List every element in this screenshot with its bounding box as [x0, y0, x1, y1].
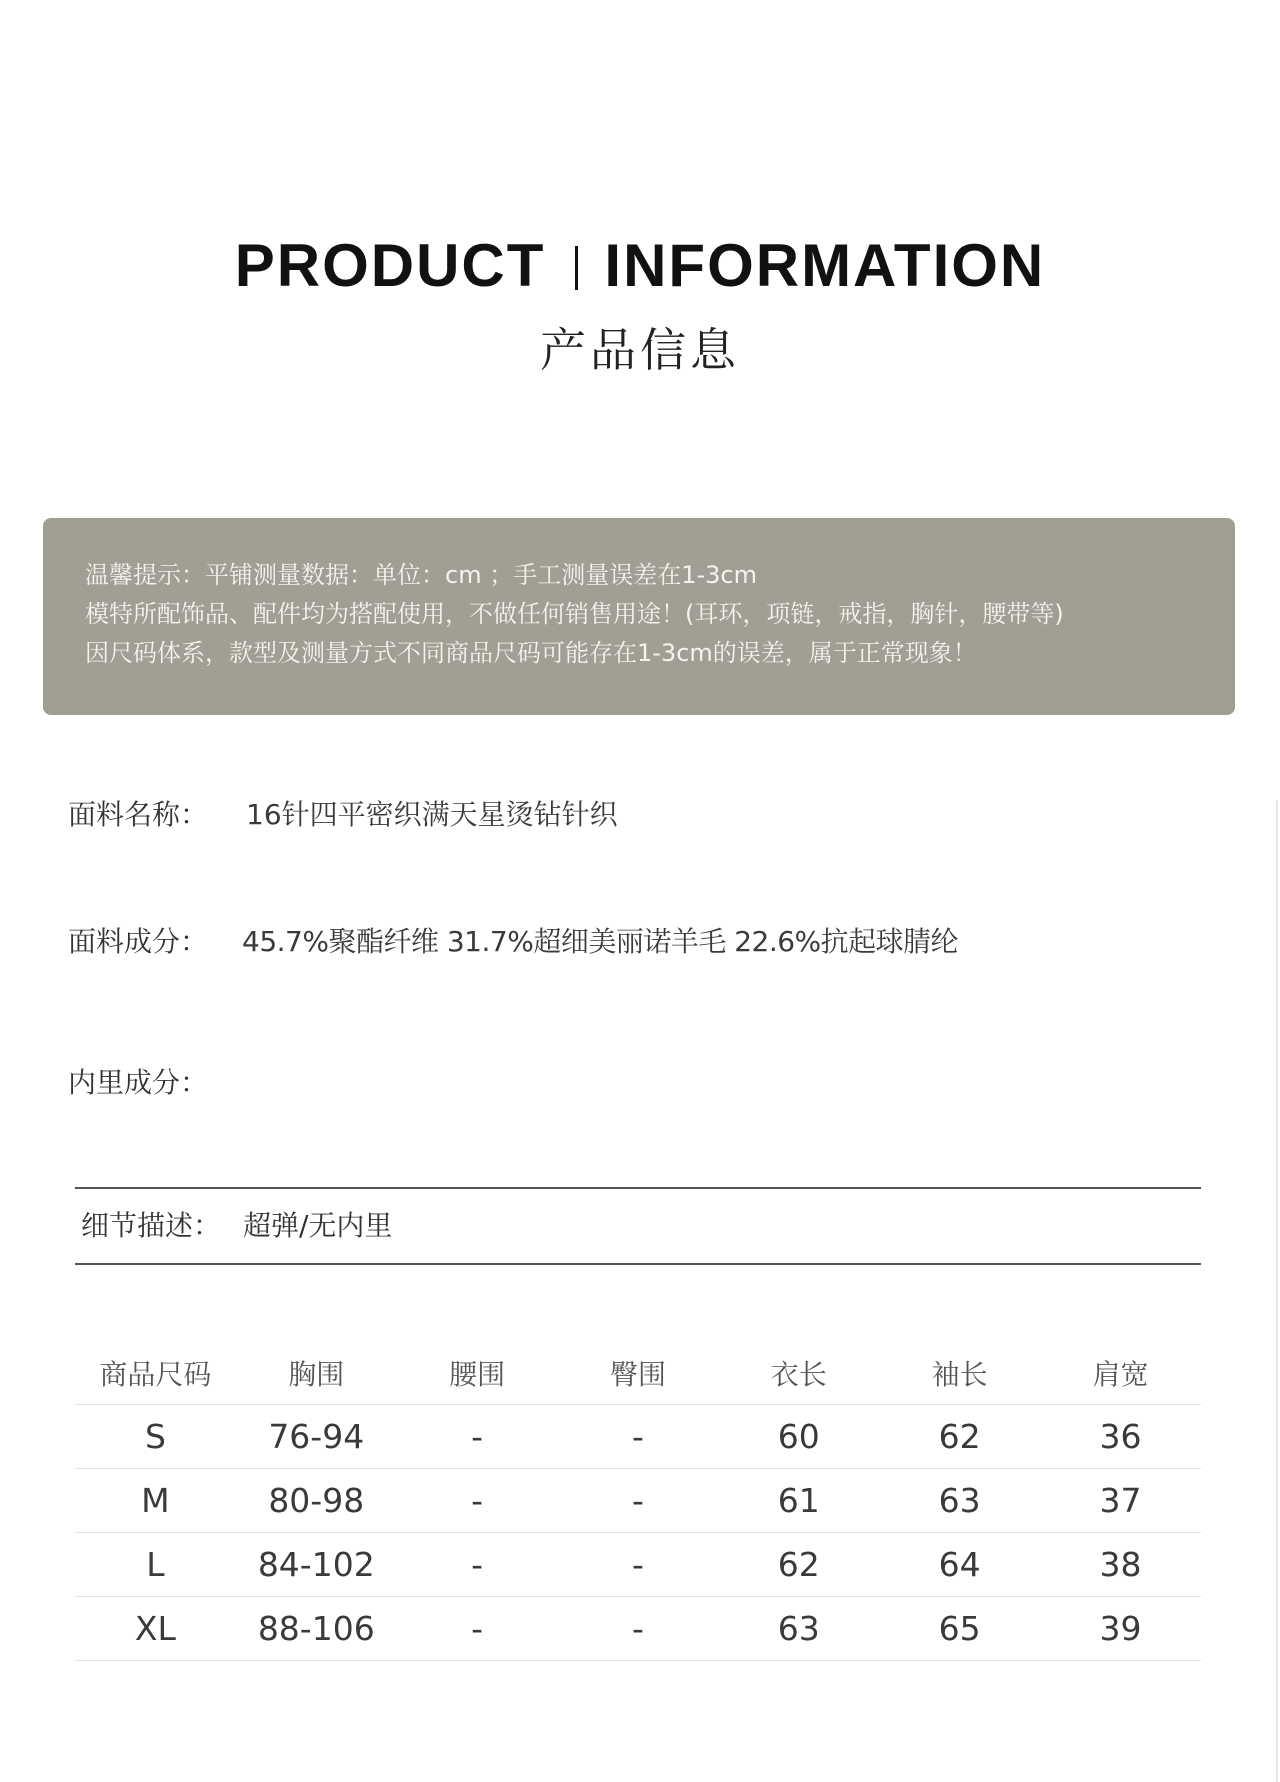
cell-length: 61 [718, 1469, 879, 1533]
cell-length: 60 [718, 1405, 879, 1469]
fabric-name-row [68, 795, 618, 835]
lining-label: 内里成分： [68, 1066, 209, 1099]
cell-shoulder: 39 [1040, 1597, 1201, 1661]
cell-sleeve: 65 [879, 1597, 1040, 1661]
cell-size: S [75, 1405, 236, 1469]
cell-hip: - [558, 1597, 719, 1661]
cell-shoulder: 38 [1040, 1533, 1201, 1597]
page-title-english [0, 226, 1280, 306]
fabric-composition-row [68, 922, 958, 962]
detail-description-row [75, 1187, 1201, 1265]
table-row [75, 1405, 1201, 1469]
detail-value: 超弹/无内里 [243, 1209, 393, 1242]
size-table-header [75, 1342, 1201, 1405]
cell-shoulder: 36 [1040, 1405, 1201, 1469]
cell-waist: - [397, 1469, 558, 1533]
cell-waist: - [397, 1405, 558, 1469]
fabric-name-label: 面料名称： [68, 798, 209, 831]
cell-sleeve: 63 [879, 1469, 1040, 1533]
notice-line: 模特所配饰品、配件均为搭配使用，不做任何销售用途！(耳环，项链，戒指，胸针，腰带等) [85, 600, 1064, 628]
table-row [75, 1533, 1201, 1597]
cell-hip: - [558, 1469, 719, 1533]
header-sleeve: 袖长 [931, 1358, 988, 1391]
page-title-chinese: 产品信息 [540, 323, 740, 377]
cell-waist: - [397, 1597, 558, 1661]
cell-size: M [75, 1469, 236, 1533]
header-chest: 胸围 [288, 1358, 345, 1391]
fabric-name-value: 16针四平密织满天星烫钻针织 [246, 798, 618, 831]
header-shoulder: 肩宽 [1092, 1358, 1149, 1391]
title-separator [575, 246, 578, 290]
cell-length: 63 [718, 1597, 879, 1661]
cell-sleeve: 64 [879, 1533, 1040, 1597]
header-waist: 腰围 [449, 1358, 506, 1391]
cell-chest: 76-94 [236, 1405, 397, 1469]
fabric-composition-label: 面料成分： [68, 925, 209, 958]
detail-label: 细节描述： [81, 1209, 222, 1242]
cell-chest: 84-102 [236, 1533, 397, 1597]
notice-line: 因尺码体系，款型及测量方式不同商品尺码可能存在1-3cm的误差，属于正常现象！ [85, 639, 977, 667]
header-length: 衣长 [770, 1358, 827, 1391]
cell-size: XL [75, 1597, 236, 1661]
size-table [75, 1342, 1201, 1661]
title-information: INFORMATION [604, 232, 1046, 299]
title-product: PRODUCT [234, 232, 546, 299]
cell-length: 62 [718, 1533, 879, 1597]
cell-size: L [75, 1533, 236, 1597]
header-size: 商品尺码 [99, 1358, 212, 1391]
cell-shoulder: 37 [1040, 1469, 1201, 1533]
cell-chest: 80-98 [236, 1469, 397, 1533]
lining-row [68, 1063, 208, 1103]
table-row [75, 1469, 1201, 1533]
header-hip: 臀围 [609, 1358, 666, 1391]
cell-sleeve: 62 [879, 1405, 1040, 1469]
cell-chest: 88-106 [236, 1597, 397, 1661]
page-edge-divider [1276, 800, 1278, 1782]
cell-waist: - [397, 1533, 558, 1597]
cell-hip: - [558, 1533, 719, 1597]
cell-hip: - [558, 1405, 719, 1469]
fabric-composition-value: 45.7%聚酯纤维 31.7%超细美丽诺羊毛 22.6%抗起球腈纶 [242, 925, 959, 958]
notice-box [43, 518, 1235, 715]
notice-line: 温馨提示：平铺测量数据：单位：cm ；手工测量误差在1-3cm [85, 561, 757, 589]
table-row [75, 1597, 1201, 1661]
